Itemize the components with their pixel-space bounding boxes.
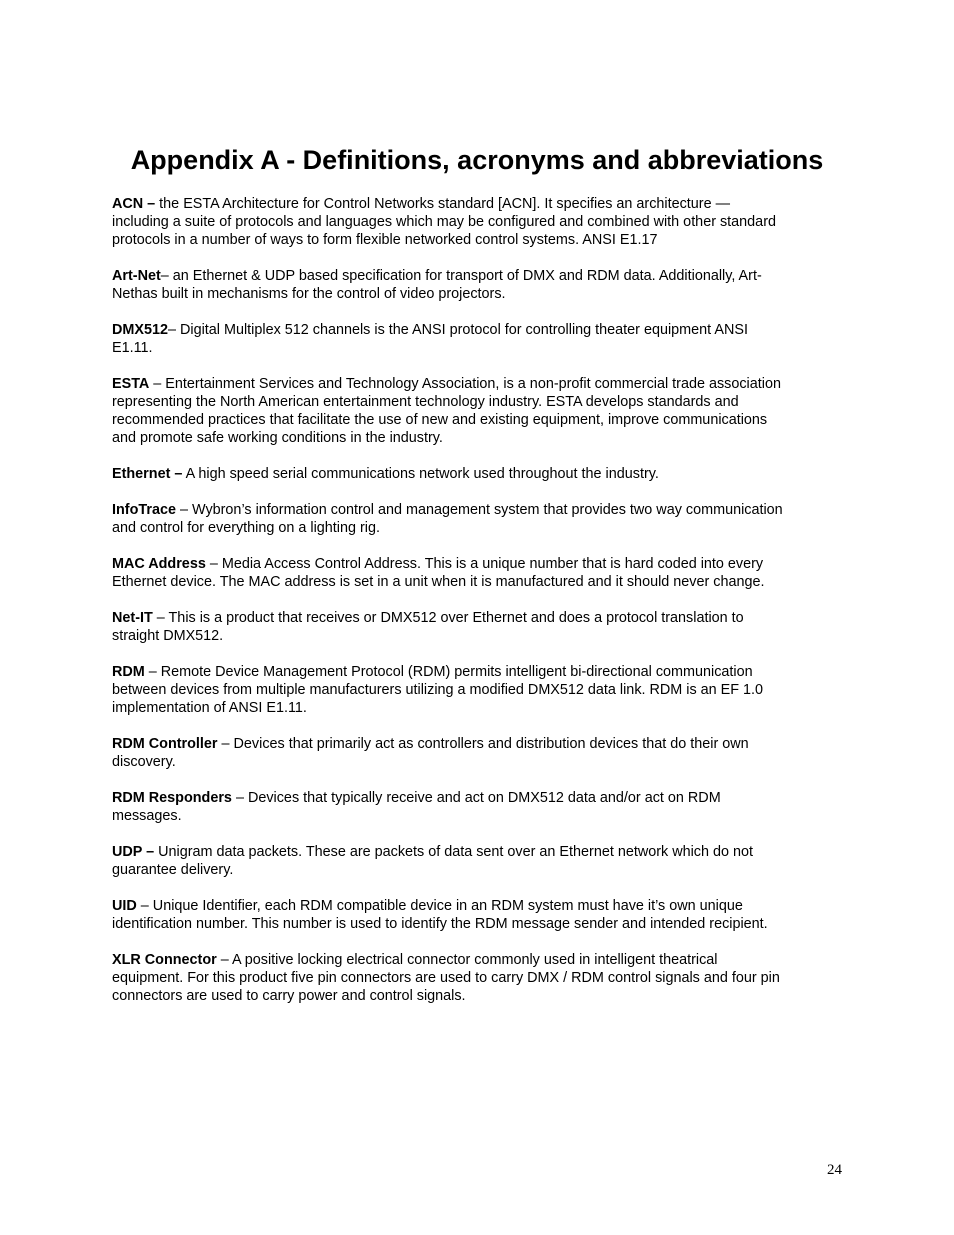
definition-uid [112, 897, 848, 933]
definition-rdm [112, 663, 848, 717]
definitions-list [112, 195, 848, 1023]
definition-rdm-controller [112, 735, 848, 771]
definition-esta [112, 375, 848, 447]
definition-xlr-connector [112, 951, 848, 1005]
definition-text: – A positive locking electrical connector commonly used in intelligent theatrical equipment. For this product five pin connectors are used to carry DMX / RDM control signals and four pin connectors are used to carry power and control signals. [112, 952, 780, 1004]
definition-text: A high speed serial communications network used throughout the industry. [182, 466, 659, 482]
definition-infotrace [112, 501, 848, 537]
definition-term: ESTA [112, 376, 150, 392]
definition-net-it [112, 609, 848, 645]
definition-mac-address [112, 555, 848, 591]
definition-text: – This is a product that receives or DMX512 over Ethernet and does a protocol translation to straight DMX512. [112, 610, 744, 644]
definition-acn [112, 195, 848, 249]
definition-text: – Wybron’s information control and management system that provides two way communication and control for everything on a lighting rig. [112, 502, 783, 536]
definition-term: ACN – [112, 196, 156, 212]
definition-term: Ethernet – [112, 466, 183, 482]
definition-term: InfoTrace [112, 502, 176, 518]
definition-term: MAC Address [112, 556, 206, 572]
definition-art-net [112, 267, 848, 303]
definition-term: UID [112, 898, 137, 914]
page-number: 24 [827, 1162, 842, 1178]
definition-text: – Devices that typically receive and act on DMX512 data and/or act on RDM messages. [112, 790, 721, 824]
definition-term: XLR Connector [112, 952, 217, 968]
definition-term: Net-IT [112, 610, 153, 626]
definition-text: – Devices that primarily act as controllers and distribution devices that do their own discovery. [112, 736, 749, 770]
definition-udp [112, 843, 848, 879]
definition-text: – Remote Device Management Protocol (RDM) permits intelligent bi-directional communication between devices from multiple manufacturers utilizing a modified DMX512 data link. RDM is an EF 1.0 implementation of ANSI E1.11. [112, 664, 764, 716]
definition-text: Unigram data packets. These are packets of data sent over an Ethernet network which do not guarantee delivery. [112, 844, 754, 878]
definition-text: – Entertainment Services and Technology Association, is a non-profit commercial trade association representing the North American entertainment technology industry. ESTA develops standards and recommended practices that facilitate the use of new and existing equipment, improve communications and promote safe working conditions in the industry. [112, 376, 781, 446]
definition-text: – an Ethernet & UDP based specification for transport of DMX and RDM data. Additionally, Art- Nethas built in mechanisms for the control of video projectors. [112, 268, 762, 302]
definition-term: DMX512 [112, 322, 168, 338]
definition-text: the ESTA Architecture for Control Networks standard [ACN]. It specifies an architecture — including a suite of protocols and languages which may be configured and combined with other standard protocols in a number of ways to form flexible networked control systems. ANSI E1.17 [112, 196, 776, 248]
definition-term: RDM Controller [112, 736, 218, 752]
definition-term: RDM [112, 664, 145, 680]
definition-ethernet [112, 465, 848, 483]
definition-text: – Digital Multiplex 512 channels is the ANSI protocol for controlling theater equipment ANSI E1.11. [112, 322, 748, 356]
definition-term: RDM Responders [112, 790, 232, 806]
definition-rdm-responders [112, 789, 848, 825]
definition-term: Art-Net [112, 268, 161, 284]
definition-term: UDP – [112, 844, 155, 860]
page-title: Appendix A - Definitions, acronyms and abbreviations [130, 145, 824, 175]
definition-text: – Unique Identifier, each RDM compatible device in an RDM system must have it’s own unique identification number. This number is used to identify the RDM message sender and intended recipient. [112, 898, 768, 932]
definition-text: – Media Access Control Address. This is a unique number that is hard coded into every Ethernet device. The MAC address is set in a unit when it is manufactured and it should never change. [112, 556, 765, 590]
definition-dmx512 [112, 321, 848, 357]
